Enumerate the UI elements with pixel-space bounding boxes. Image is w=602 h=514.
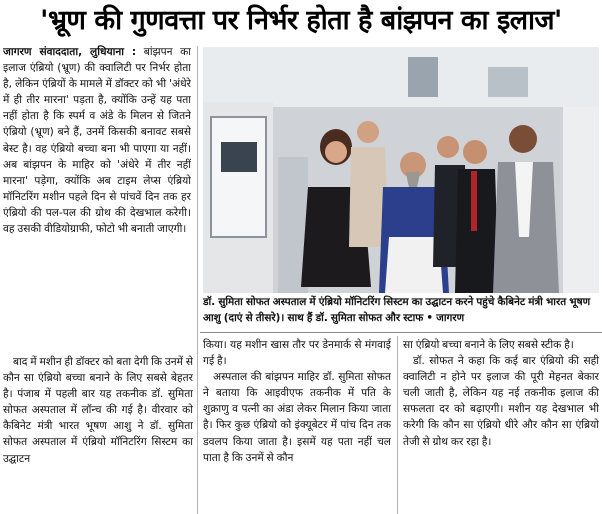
photo-caption: डॉ. सुमिता सोफत अस्पताल में एंब्रियो मॉनिटरिंग सिस्टम का उद्घाटन करने पहुंचे कैबिनेट मंत्री भारत भूषण आशु (दाएं से तीसरे)। साथ हैं डॉ. सुमिता सोफत और स्टाफ • जागरण xyxy=(203,296,591,324)
dateline: जागरण संवाददाता, लुधियाना : xyxy=(3,46,137,58)
headline: 'भ्रूण की गुणवत्ता पर निर्भर होता है बांझपन का इलाज' xyxy=(40,5,562,36)
continue-line: किया। यह मशीन खास तौर पर डेनमार्क से मंगवाई गई है। xyxy=(203,339,391,368)
column-1-paragraph: बाद में मशीन ही डॉक्टर को बता देगी कि उनमें से कौन सा एंब्रियो बच्चा बनाने के लिए सबसे बेहतर है। पंजाब में पहली बार यह तकनीक डॉ. सुमिता सोफत अस्पताल में लॉन्च की गई है। वीरवार को कैबिनेट मंत्री भारत भूषण आशु ने डॉ. सुमिता सोफत अस्पताल में एंब्रियो मॉनिटरिंग सिस्टम का उद्घाटन xyxy=(3,356,193,465)
article-column-2 xyxy=(203,337,391,514)
article-column-1 xyxy=(3,44,191,350)
news-photo xyxy=(203,47,599,293)
column-3-paragraph: डॉ. सोफत ने कहा कि कई बार एंब्रियो की सही क्वालिटी न होने पर इलाज की पूरी मेहनत बेकार चली जाती है, लेकिन यह नई तकनीक इलाज की सफलता दर को बढ़ाएगी। मशीन यह देखभाल भी करेगी कि कौन सा एंब्रियो धीरे और कौन सा एंब्रियो तेजी से ग्रोथ कर रहा है। xyxy=(403,355,599,448)
column-divider xyxy=(397,336,398,514)
article-column-1-bottom xyxy=(3,354,193,514)
caption-divider xyxy=(200,332,602,333)
article-column-3 xyxy=(403,337,599,514)
column-divider xyxy=(197,336,198,514)
inauguration-photo-illustration xyxy=(203,47,599,293)
column-3-lead: सा एंब्रियो बच्चा बनाने के लिए सबसे स्टीक है। xyxy=(403,339,574,351)
column-2-paragraph: अस्पताल की बांझपन माहिर डॉ. सुमिता सोफत ने बताया कि आइवीएफ तकनीक में पति के शुक्राणु व पत्नी का अंडा लेकर मिलान किया जाता है। फिर कुछ एंब्रियो को इंक्यूबेटर में पांच दिन तक डवलप किया जाता है। इसमें यह पता नहीं चल पाता है कि उनमें से कौन xyxy=(203,371,391,464)
column-divider xyxy=(197,46,198,346)
column-1-text: बांझपन का इलाज एंब्रियो (भ्रूण) की क्वालिटी पर निर्भर होता है, लेकिन एंब्रियों के मामले में डॉक्टर को भी 'अंधेरे में ही तीर मारना' पड़ता है, क्योंकि उन्हें यह पता नहीं होता है कि स्पर्म व अंडे के मिलन से जितने एंब्रियो (भ्रूण) बने हैं, उनमें किसकी बनावट सबसे बेस्ट है। वह एंब्रियो बच्चा बना भी पाएगा या नहीं। अब बांझपन के माहिर को 'अंधेरे में तीर नहीं मारना' पड़ेगा, क्योंकि अब टाइम लेप्स एंब्रियो मॉनिटरिंग मशीन पहले दिन से पांचवें दिन तक हर एंब्रियो की पल-पल की ग्रोथ की देखभाल करेगी। वह उसकी वीडियोग्राफी, फोटो भी बनाती जाएगी। xyxy=(3,46,191,236)
